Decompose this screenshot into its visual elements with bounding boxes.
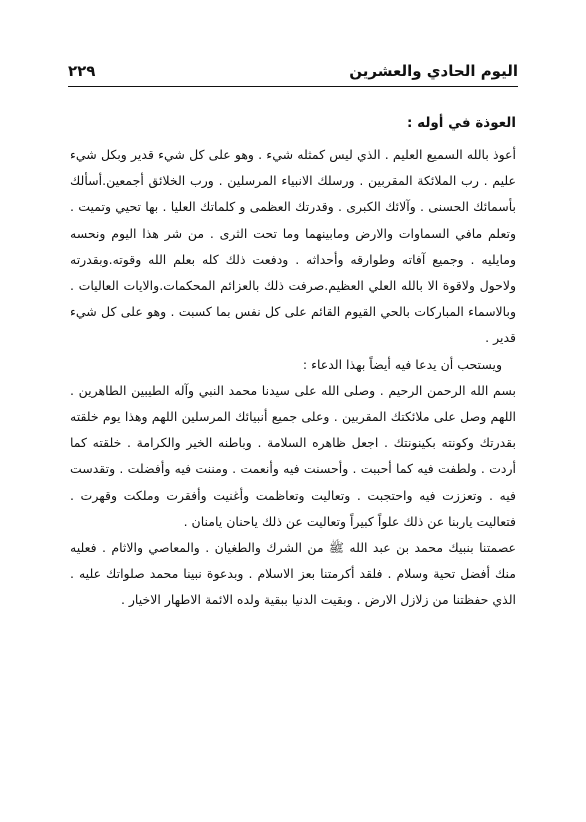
instruction-line: ويستحب أن يدعا فيه أيضاً بهذا الدعاء : xyxy=(302,356,502,372)
page-number: ٢٢٩ xyxy=(68,62,96,80)
invocation-paragraph: أعوذ بالله السميع العليم . الذي ليس كمثله شيء . وهو على كل شيء قدير وبكل شيء عليم . رب الملائكة المقربين . ورسلك الانبياء المرسلين . ورب الخلائق أجمعين.أسألك بأسمائك الحسنى . وآلائك الكبرى . وقدرتك العظمى و كلماتك العليا . بها تحيي وتميت . وتعلم مافي السماوات والارض ومابينهما وما تحت الثرى . من شر هذا اليوم ونحسه ومايليه . وجميع آفاته وطوارقه وأحداثه . ودفعت ذلك كله بعلم الله وقوته.وبقدرته ولاحول ولاقوة الا بالله العلي العظيم.صرفت ذلك بالعزائم المحكمات.والايات العاليات . وبالاسماء المباركات بالحي القيوم القائم على كل نفس بما كسبت . وهو على كل شيء قدير . xyxy=(70,147,516,346)
header-divider xyxy=(68,86,518,87)
page-body xyxy=(70,110,516,614)
section-title: العوذة في أوله : xyxy=(407,115,516,131)
supplication-paragraph: بسم الله الرحمن الرحيم . وصلى الله على سيدنا محمد النبي وآله الطيبين الطاهرين . اللهم وصل على ملائكتك المقربين . وعلى جميع أنبيائك المرسلين اللهم وهذا يوم خلقته بقدرتك وكونته بكينونتك . اجعل ظاهره السلامة . وباطنه الخير والكرامة . خلقته كما أردت . ولطفت فيه كما أحببت . وأحسنت فيه وأنعمت . ومننت فيه وأفضلت . وتقدست فيه . وتعززت فيه واحتجبت . وتعاليت وتعاظمت وأغنيت وأفقرت وملكت وقهرت . فتعاليت ياربنا عن ذلك علواً كبيراً وتعاليت عن ذلك ياحنان يامنان . xyxy=(70,382,516,529)
closing-paragraph: عصمتنا بنبيك محمد بن عبد الله ﷺ من الشرك والطغيان . والمعاصي والاثام . فعليه منك أفضل تحية وسلام . فلقد أكرمتنا بعز الاسلام . وبدعوة نبينا محمد صلواتك عليه . الذي حفظتنا من زلازل الارض . وبقيت الدنيا ببقية ولده الائمة الاطهار الاخيار . xyxy=(70,540,516,608)
header-title: اليوم الحادي والعشرين xyxy=(349,62,518,80)
running-header xyxy=(68,60,518,86)
